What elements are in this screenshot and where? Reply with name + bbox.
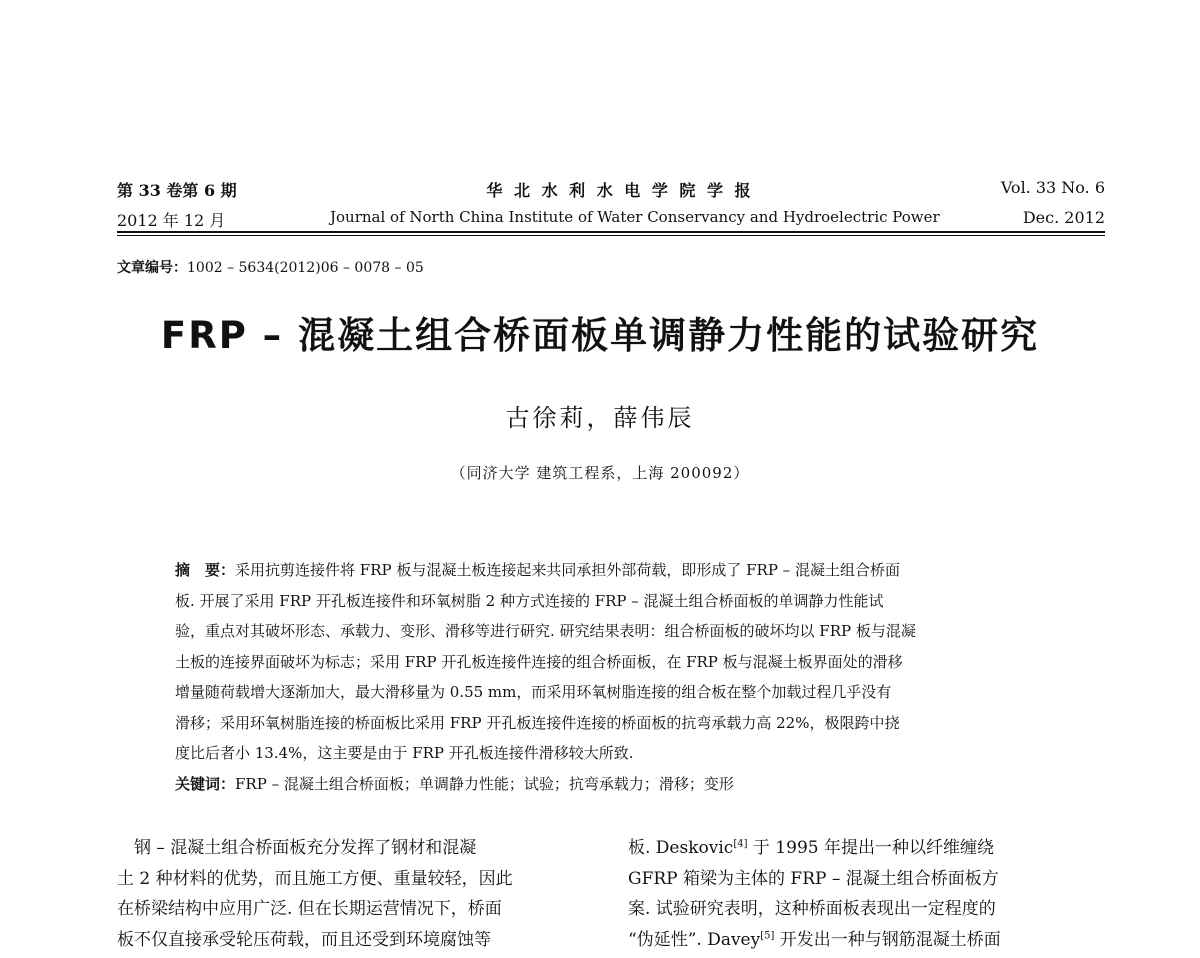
keywords <box>175 769 1030 800</box>
body-line: 案. 试验研究表明，这种桥面板表现出一定程度的 <box>628 899 996 919</box>
abstract-line: 度比后者小 13.4%，这主要是由于 FRP 开孔板连接件滑移较大所致. <box>175 744 634 762</box>
body-line: 板不仅直接承受轮压荷载，而且还受到环境腐蚀等 <box>117 929 491 950</box>
body-line: 钢 – 混凝土组合桥面板充分发挥了钢材和混凝 <box>117 838 477 858</box>
article-number-label: 文章编号： <box>117 260 187 276</box>
body-line: GFRP 箱梁为主体的 FRP – 混凝土组合桥面板方 <box>628 868 999 889</box>
date-label-cn: 2012 年 12 月 <box>117 211 226 230</box>
authors: 古徐莉，薛伟辰 <box>505 404 695 432</box>
abstract-line: 增量随荷载增大逐渐加大，最大滑移量为 0.55 mm，而采用环氧树脂连接的组合板在整个加载过程几乎没有 <box>175 683 892 701</box>
abstract-line: 土板的连接界面破坏为标志；采用 FRP 开孔板连接件连接的组合桥面板，在 FRP 板与混凝土板界面处的滑移 <box>175 652 903 671</box>
body-column-left <box>117 833 592 955</box>
citation-ref-5: [5] <box>760 929 775 941</box>
header-rule-thin <box>117 235 1105 236</box>
abstract-line: 板. 开展了采用 FRP 开孔板连接件和环氧树脂 2 种方式连接的 FRP – 混凝土组合桥面板的单调静力性能试 <box>175 591 884 610</box>
article-number <box>117 257 424 277</box>
body-line <box>628 833 1103 864</box>
citation-ref-4: [4] <box>733 838 748 850</box>
article-number-value: 1002 – 5634(2012)06 – 0078 – 05 <box>187 260 424 276</box>
date-label-en: Dec. 2012 <box>1022 208 1105 227</box>
body-text: 开发出一种与钢筋混凝土桥面 <box>774 929 1001 950</box>
body-text: 板. Deskovic <box>628 838 734 858</box>
body-line: 土 2 种材料的优势，而且施工方便、重量较轻，因此 <box>117 868 513 889</box>
abstract-label: 摘 要： <box>175 561 236 579</box>
body-column-right <box>628 833 1103 955</box>
body-line: 在桥梁结构中应用广泛. 但在长期运营情况下，桥面 <box>117 899 502 919</box>
abstract <box>175 555 1030 799</box>
abstract-line: 滑移；采用环氧树脂连接的桥面板比采用 FRP 开孔板连接件连接的桥面板的抗弯承载力高 22%，极限跨中挠 <box>175 713 900 732</box>
issue-label-cn: 第 33 卷第 6 期 <box>117 181 237 200</box>
affiliation: （同济大学 建筑工程系，上海 200092） <box>450 464 750 482</box>
journal-name-en: Journal of North China Institute of Water Conservancy and Hydroelectric Power <box>330 208 940 226</box>
body-text: “伪延性”. Davey <box>628 929 761 950</box>
abstract-line: 采用抗剪连接件将 FRP 板与混凝土板连接起来共同承担外部荷载，即形成了 FRP – 混凝土组合桥面 <box>235 561 900 579</box>
abstract-line: 验，重点对其破坏形态、承载力、变形、滑移等进行研究. 研究结果表明：组合桥面板的破坏均以 FRP 板与混凝 <box>175 622 916 640</box>
paper-title: FRP – 混凝土组合桥面板单调静力性能的试验研究 <box>160 314 1040 357</box>
body-text: 于 1995 年提出一种以纤维缠绕 <box>747 838 994 858</box>
header-rule-thick <box>117 231 1105 233</box>
keywords-label: 关键词： <box>175 774 236 793</box>
keywords-text: FRP – 混凝土组合桥面板；单调静力性能；试验；抗弯承载力；滑移；变形 <box>235 774 734 793</box>
journal-name-cn: 华 北 水 利 水 电 学 院 学 报 <box>486 181 754 200</box>
body-line <box>628 925 1103 956</box>
volume-label-en: Vol. 33 No. 6 <box>1000 178 1105 197</box>
